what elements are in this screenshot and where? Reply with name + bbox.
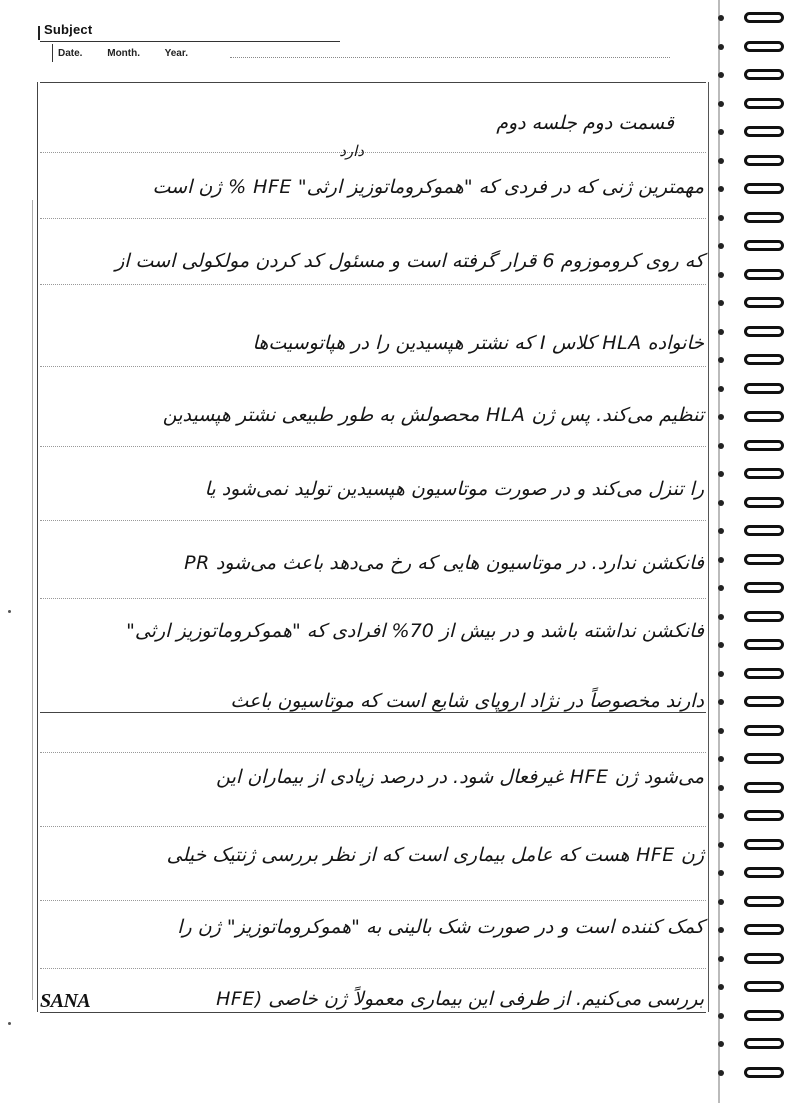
spiral-ring-loop bbox=[744, 668, 784, 679]
spiral-ring bbox=[744, 124, 786, 139]
note-line-7: فانکشن نداشته باشد و در بیش از 70% افرادی که "هموکروماتوزیز ارثی" bbox=[126, 620, 704, 642]
spiral-ring bbox=[744, 210, 786, 225]
right-margin-line bbox=[708, 82, 709, 1012]
month-label: Month. bbox=[107, 48, 140, 59]
spiral-ring-loop bbox=[744, 297, 784, 308]
spiral-ring bbox=[744, 609, 786, 624]
spiral-hole bbox=[718, 956, 724, 962]
spiral-hole bbox=[718, 300, 724, 306]
spiral-ring-loop bbox=[744, 468, 784, 479]
spiral-ring-loop bbox=[744, 183, 784, 194]
spiral-hole bbox=[718, 272, 724, 278]
ruled-line bbox=[40, 900, 706, 901]
spiral-hole bbox=[718, 614, 724, 620]
spiral-hole bbox=[718, 1041, 724, 1047]
spiral-hole bbox=[718, 329, 724, 335]
spiral-ring bbox=[744, 837, 786, 852]
note-line-9: می‌شود ژن HFE غیرفعال شود. در درصد زیادی از بیماران این bbox=[216, 766, 704, 788]
spiral-hole bbox=[718, 1013, 724, 1019]
spiral-ring bbox=[744, 381, 786, 396]
spiral-ring-loop bbox=[744, 924, 784, 935]
spiral-hole bbox=[718, 671, 724, 677]
spiral-ring bbox=[744, 780, 786, 795]
header-date-fields bbox=[58, 48, 210, 59]
spiral-hole bbox=[718, 215, 724, 221]
spiral-ring bbox=[744, 637, 786, 652]
spiral-hole bbox=[718, 927, 724, 933]
spiral-ring-loop bbox=[744, 326, 784, 337]
spiral-hole bbox=[718, 357, 724, 363]
spiral-ring bbox=[744, 922, 786, 937]
spiral-ring bbox=[744, 267, 786, 282]
spiral-ring-loop bbox=[744, 753, 784, 764]
ruled-line-top bbox=[40, 82, 706, 83]
ruled-line bbox=[40, 152, 706, 153]
spiral-ring-loop bbox=[744, 554, 784, 565]
spiral-hole bbox=[718, 842, 724, 848]
spiral-hole bbox=[718, 386, 724, 392]
spiral-ring bbox=[744, 951, 786, 966]
left-margin-line bbox=[37, 82, 38, 1012]
ruled-line bbox=[40, 218, 706, 219]
spiral-ring-loop bbox=[744, 696, 784, 707]
spiral-hole bbox=[718, 15, 724, 21]
date-label: Date. bbox=[58, 48, 83, 59]
spiral-ring-loop bbox=[744, 725, 784, 736]
note-line-8: دارند مخصوصاً در نژاد اروپای شایع است که موتاسیون باعث bbox=[230, 690, 704, 712]
spiral-ring bbox=[744, 238, 786, 253]
spiral-ring bbox=[744, 153, 786, 168]
spiral-ring-loop bbox=[744, 611, 784, 622]
spiral-ring bbox=[744, 67, 786, 82]
note-line-12: بررسی می‌کنیم. از طرفی این بیماری معمولاً ژن خاصی (HFE bbox=[216, 988, 704, 1010]
note-line-10: ژن HFE هست که عامل بیماری است که از نظر بررسی ژنتیک خیلی bbox=[166, 844, 704, 866]
spiral-ring-loop bbox=[744, 582, 784, 593]
spiral-ring bbox=[744, 723, 786, 738]
note-line-5: را تنزل می‌کند و در صورت موتاسیون هپسیدین تولید نمی‌شود یا bbox=[204, 478, 704, 500]
spiral-ring-loop bbox=[744, 1038, 784, 1049]
spiral-hole bbox=[718, 984, 724, 990]
note-superscript: دارد bbox=[339, 142, 364, 160]
ruled-line bbox=[40, 968, 706, 969]
spiral-hole bbox=[718, 443, 724, 449]
margin-dot bbox=[8, 1022, 11, 1025]
spiral-hole bbox=[718, 699, 724, 705]
spiral-ring-loop bbox=[744, 383, 784, 394]
spiral-ring-loop bbox=[744, 12, 784, 23]
margin-dot bbox=[8, 610, 11, 613]
spiral-ring bbox=[744, 694, 786, 709]
spiral-ring bbox=[744, 409, 786, 424]
spiral-ring bbox=[744, 808, 786, 823]
spiral-ring-loop bbox=[744, 212, 784, 223]
spiral-ring bbox=[744, 552, 786, 567]
spiral-ring bbox=[744, 1008, 786, 1023]
spiral-hole bbox=[718, 585, 724, 591]
brand-logo: SANA bbox=[40, 990, 91, 1012]
note-title: قسمت دوم جلسه دوم bbox=[496, 112, 674, 134]
spiral-ring bbox=[744, 1065, 786, 1080]
spiral-ring bbox=[744, 751, 786, 766]
spiral-hole bbox=[718, 471, 724, 477]
subject-label: Subject bbox=[44, 22, 93, 37]
spiral-ring bbox=[744, 181, 786, 196]
spiral-ring-loop bbox=[744, 497, 784, 508]
ruled-line bbox=[40, 366, 706, 367]
note-line-6: فانکشن ندارد. در موتاسیون هایی که رخ می‌دهد باعث می‌شود PR bbox=[184, 552, 704, 574]
note-line-1: مهمترین ژنی که در فردی که "هموکروماتوزیز ارثی" HFE % ژن است bbox=[152, 176, 704, 198]
spiral-hole bbox=[718, 414, 724, 420]
spiral-ring bbox=[744, 979, 786, 994]
year-label: Year. bbox=[164, 48, 188, 59]
spiral-hole bbox=[718, 870, 724, 876]
ruled-line bbox=[40, 752, 706, 753]
spiral-hole bbox=[718, 44, 724, 50]
spiral-ring-loop bbox=[744, 896, 784, 907]
spiral-hole bbox=[718, 101, 724, 107]
spiral-hole bbox=[718, 642, 724, 648]
spiral-ring bbox=[744, 666, 786, 681]
spiral-ring-loop bbox=[744, 1010, 784, 1021]
spiral-ring-loop bbox=[744, 269, 784, 280]
spiral-ring-loop bbox=[744, 810, 784, 821]
left-margin-line-faint bbox=[32, 200, 33, 1000]
spiral-hole bbox=[718, 785, 724, 791]
spiral-ring bbox=[744, 352, 786, 367]
spiral-ring-loop bbox=[744, 69, 784, 80]
spiral-ring bbox=[744, 495, 786, 510]
spiral-ring-loop bbox=[744, 782, 784, 793]
ruled-line bbox=[40, 520, 706, 521]
spiral-hole bbox=[718, 756, 724, 762]
spiral-hole bbox=[718, 186, 724, 192]
spiral-hole bbox=[718, 72, 724, 78]
spiral-hole bbox=[718, 129, 724, 135]
spiral-hole bbox=[718, 158, 724, 164]
spiral-ring bbox=[744, 295, 786, 310]
spiral-ring bbox=[744, 580, 786, 595]
spiral-ring-loop bbox=[744, 953, 784, 964]
spiral-ring-loop bbox=[744, 867, 784, 878]
spiral-hole bbox=[718, 813, 724, 819]
spiral-rail bbox=[718, 0, 720, 1103]
spiral-ring bbox=[744, 1036, 786, 1051]
spiral-ring bbox=[744, 39, 786, 54]
spiral-ring-loop bbox=[744, 240, 784, 251]
spiral-hole bbox=[718, 1070, 724, 1076]
note-line-3: خانواده HLA کلاس I که نشتر هپسیدین را در هپاتوسیت‌ها bbox=[252, 332, 704, 354]
spiral-ring-loop bbox=[744, 411, 784, 422]
spiral-ring-loop bbox=[744, 639, 784, 650]
spiral-hole bbox=[718, 557, 724, 563]
ruled-line bbox=[40, 826, 706, 827]
note-line-11: کمک کننده است و در صورت شک بالینی به "هموکروماتوزیز" ژن را bbox=[177, 916, 704, 938]
spiral-ring-loop bbox=[744, 1067, 784, 1078]
spiral-hole bbox=[718, 500, 724, 506]
spiral-hole bbox=[718, 899, 724, 905]
spiral-ring bbox=[744, 523, 786, 538]
spiral-ring-loop bbox=[744, 98, 784, 109]
spiral-ring-loop bbox=[744, 839, 784, 850]
spiral-hole bbox=[718, 528, 724, 534]
spiral-ring-loop bbox=[744, 126, 784, 137]
spiral-ring-loop bbox=[744, 41, 784, 52]
spiral-ring-loop bbox=[744, 155, 784, 166]
spiral-ring-loop bbox=[744, 354, 784, 365]
ruled-line bbox=[40, 284, 706, 285]
spiral-ring bbox=[744, 324, 786, 339]
spiral-ring-loop bbox=[744, 525, 784, 536]
spiral-hole bbox=[718, 243, 724, 249]
ruled-line bbox=[40, 446, 706, 447]
spiral-ring-loop bbox=[744, 981, 784, 992]
header-dotted-line bbox=[230, 57, 670, 58]
ruled-line bbox=[40, 598, 706, 599]
spiral-ring bbox=[744, 96, 786, 111]
ruled-line bbox=[40, 712, 706, 713]
spiral-ring-loop bbox=[744, 440, 784, 451]
ruled-line-bottom bbox=[40, 1012, 706, 1013]
spiral-ring bbox=[744, 10, 786, 25]
header-field-divider bbox=[52, 44, 53, 62]
spiral-ring bbox=[744, 894, 786, 909]
note-line-4: تنظیم می‌کند. پس ژن HLA محصولش به طور طبیعی نشتر هپسیدین bbox=[162, 404, 704, 426]
header-underline bbox=[40, 41, 340, 42]
spiral-ring bbox=[744, 438, 786, 453]
spiral-hole bbox=[718, 728, 724, 734]
header-bracket bbox=[38, 26, 40, 40]
spiral-ring bbox=[744, 466, 786, 481]
spiral-ring bbox=[744, 865, 786, 880]
note-line-2: که روی کروموزوم 6 قرار گرفته است و مسئول کد کردن مولکولی است از bbox=[115, 250, 704, 272]
